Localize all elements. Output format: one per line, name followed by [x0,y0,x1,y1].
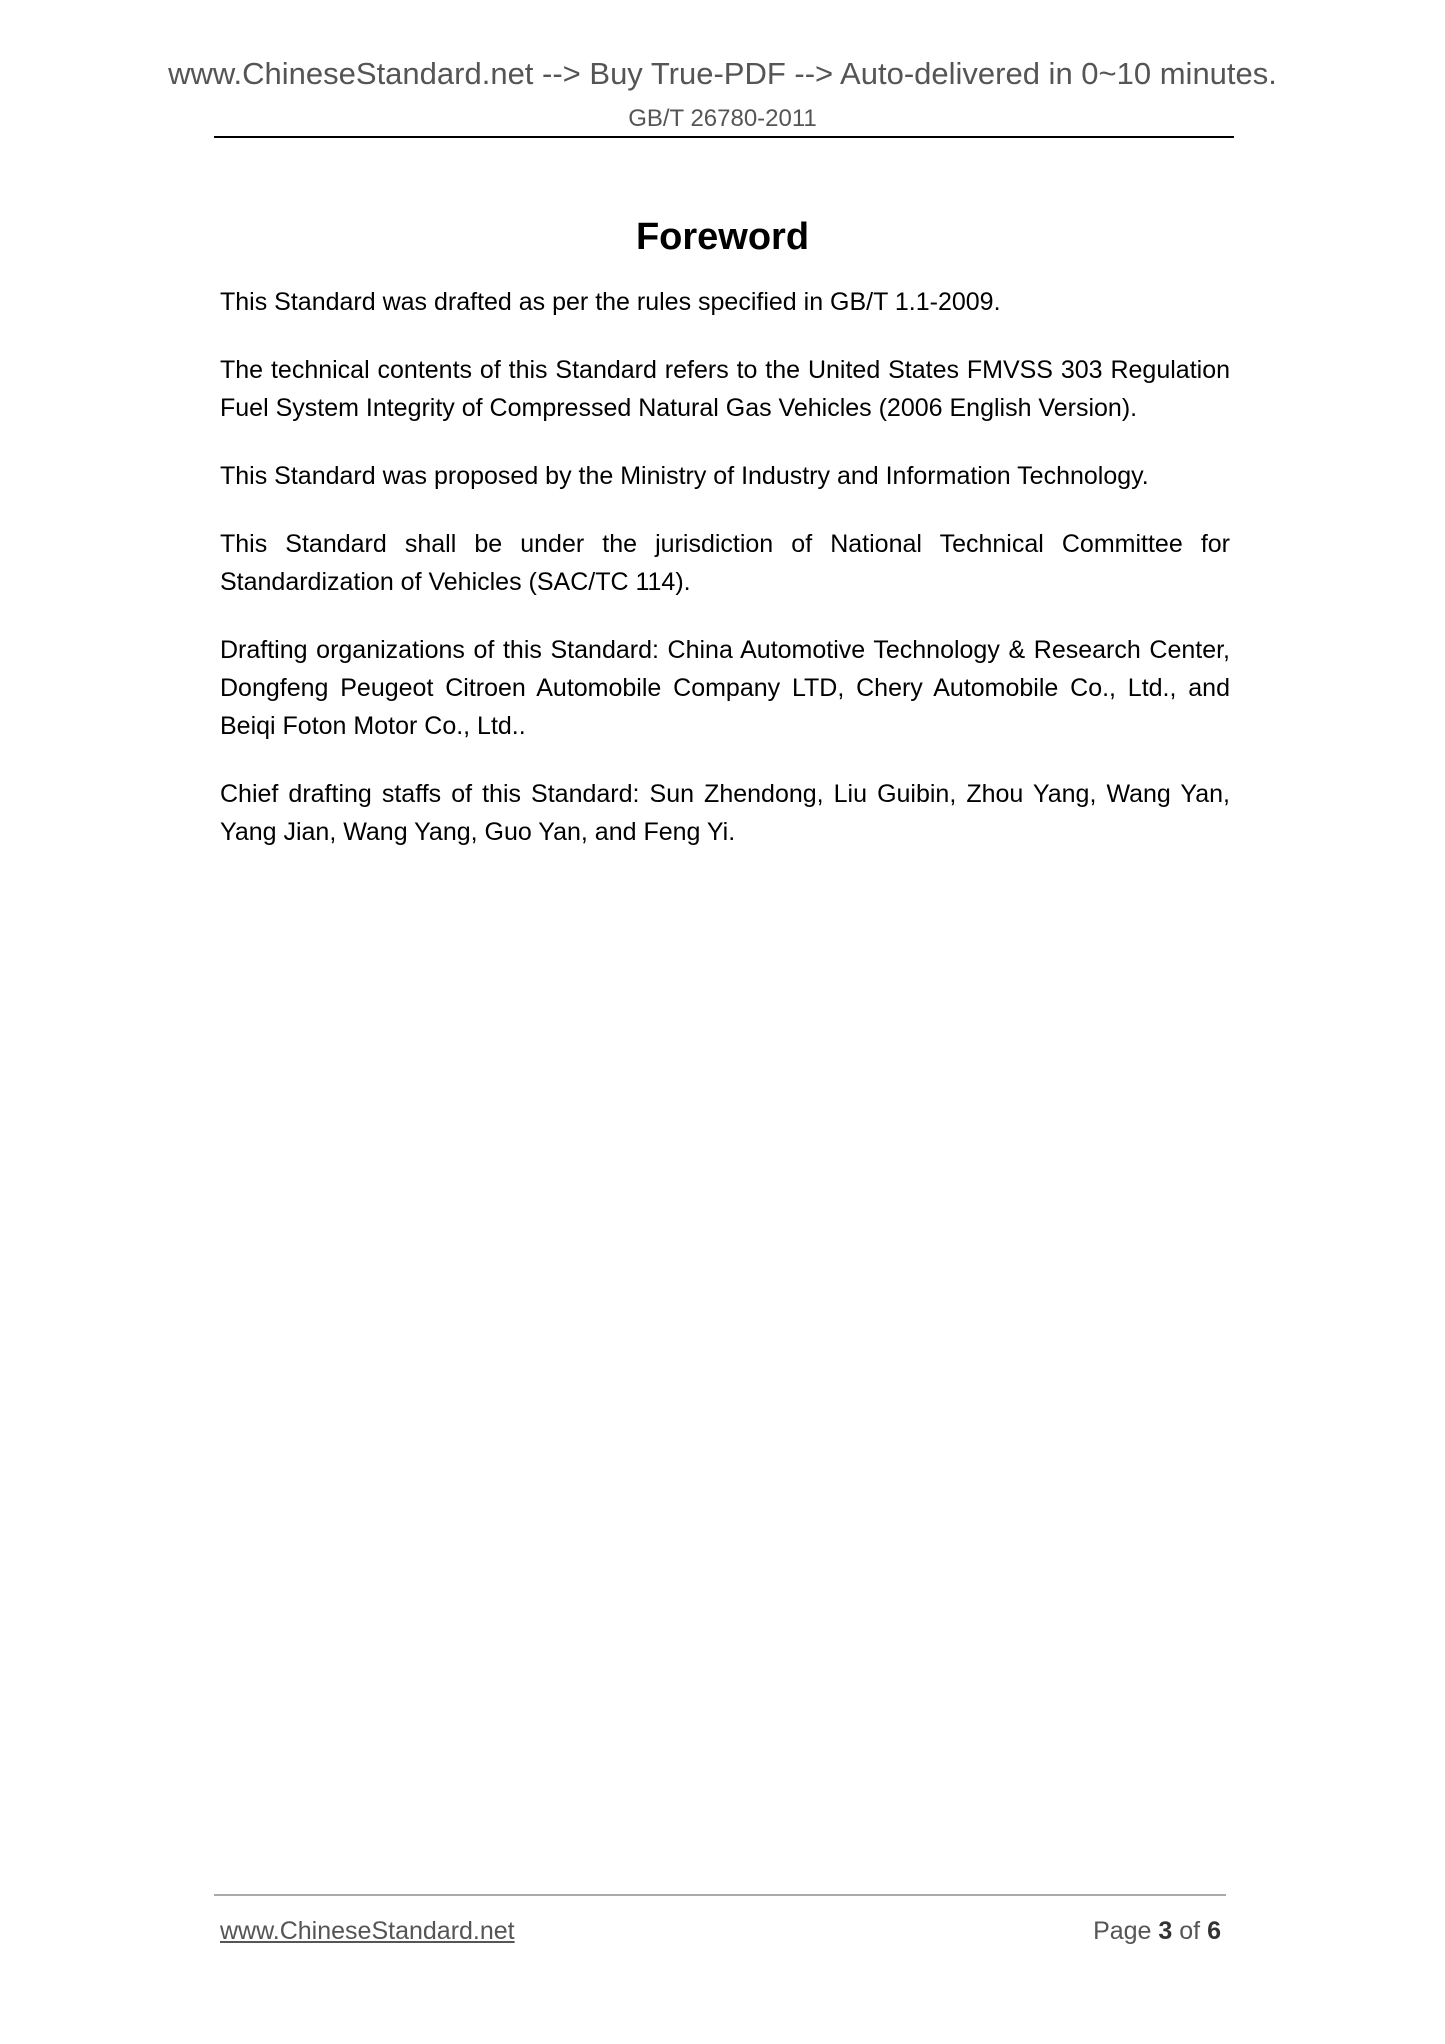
paragraph-jurisdiction: This Standard shall be under the jurisdiction of National Technical Committee for Standardization of Vehicles (SAC/TC 114). [220,530,1230,596]
header-banner: www.ChineseStandard.net --> Buy True-PDF --> Auto-delivered in 0~10 minutes. [168,56,1277,91]
document-code: GB/T 26780-2011 [628,105,817,132]
foreword-body [220,283,1230,881]
page-title: Foreword [635,216,810,259]
header-divider [214,136,1234,138]
footer-website-link[interactable]: www.ChineseStandard.net [220,1917,515,1945]
page-number [1093,1919,1221,1944]
footer-divider [214,1894,1226,1896]
paragraph-technical-reference: The technical contents of this Standard refers to the United States FMVSS 303 Regulation Fuel System Integrity of Compressed Natural Gas Vehicles (2006 English Version). [220,356,1230,422]
paragraph-drafting-rules: This Standard was drafted as per the rules specified in GB/T 1.1-2009. [220,288,1001,316]
page-prefix: Page [1093,1917,1152,1945]
page-separator: of [1179,1917,1201,1945]
paragraph-drafting-staff: Chief drafting staffs of this Standard: Sun Zhendong, Liu Guibin, Zhou Yang, Wang Yan, Yang Jian, Wang Yang, Guo Yan, and Feng Yi. [220,780,1230,846]
total-pages: 6 [1207,1917,1221,1945]
paragraph-drafting-organizations: Drafting organizations of this Standard: China Automotive Technology & Research Center, Dongfeng Peugeot Citroen Automobile Company LTD, Chery Automobile Co., Ltd., and Beiqi Foton Motor Co., Ltd.. [220,636,1230,740]
paragraph-proposer: This Standard was proposed by the Ministry of Industry and Information Technology. [220,462,1149,490]
current-page: 3 [1158,1917,1173,1945]
